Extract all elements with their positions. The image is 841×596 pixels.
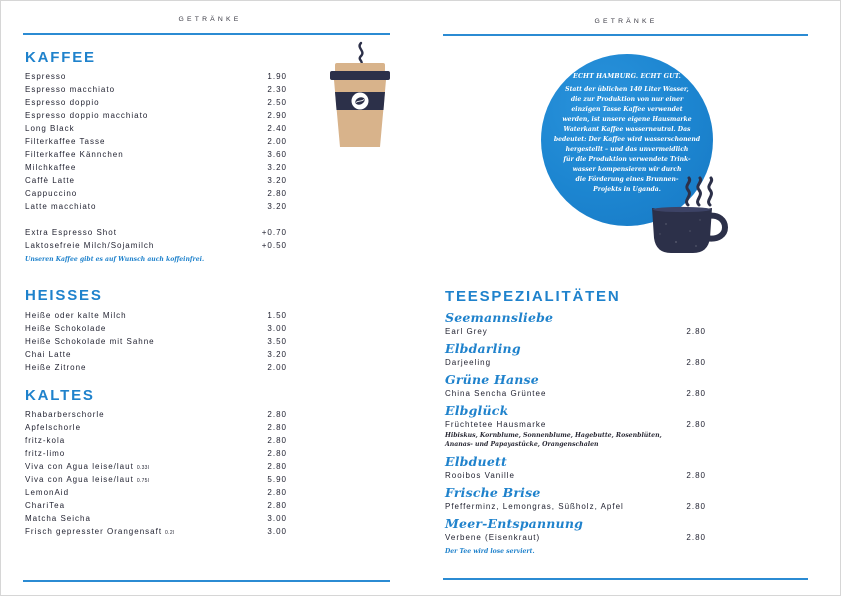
- item-name: Matcha Seicha: [25, 514, 91, 523]
- mug-opening: [653, 207, 711, 212]
- item-name: Rhabarberschorle: [25, 410, 105, 419]
- item-size: 0.33l: [136, 465, 150, 471]
- extra-price: +0.50: [261, 241, 287, 250]
- item-name: Chai Latte: [25, 350, 72, 359]
- heisses-list: [25, 309, 287, 374]
- info-line: hergestellt – und das unvermeidlich: [565, 146, 689, 153]
- item-price: 2.00: [267, 363, 287, 372]
- item-price: 3.20: [267, 163, 287, 172]
- info-line: bedeutet: Der Kaffee wird wasserschonend: [553, 136, 701, 143]
- tea-blend-name: Frische Brise: [445, 485, 541, 500]
- item-name: Espresso doppio macchiato: [25, 111, 149, 120]
- menu-item: [25, 148, 287, 161]
- tea-blend-name: Grüne Hanse: [445, 372, 539, 387]
- item-name: Apfelschorle: [25, 423, 82, 432]
- coffee-mug-icon: [648, 176, 734, 258]
- cup-lid-top: [335, 63, 385, 72]
- info-line: wasser kompensieren wir durch: [572, 166, 682, 173]
- tea-blend-name: Elbdarling: [445, 341, 521, 356]
- item-price: 2.00: [267, 137, 287, 146]
- item-name: Heiße Schokolade mit Sahne: [25, 337, 155, 346]
- item-price: 2.80: [686, 471, 706, 480]
- steam-line: [687, 178, 690, 205]
- info-line: werden, ist unsere eigene Hausmarke: [562, 116, 692, 123]
- kaffee-note: Unseren Kaffee gibt es auf Wunsch auch koffeinfrei.: [25, 256, 205, 263]
- item-price: 3.00: [267, 324, 287, 333]
- menu-item: [445, 500, 706, 513]
- item-price: 3.20: [267, 350, 287, 359]
- item-price: 1.90: [267, 72, 287, 81]
- item-name: Earl Grey: [445, 327, 488, 336]
- tea-entry: [445, 341, 706, 369]
- info-line: die Förderung eines Brunnen-: [575, 176, 679, 183]
- item-price: 5.90: [267, 475, 287, 484]
- info-line: Statt der üblichen 140 Liter Wasser,: [565, 86, 689, 93]
- tea-blend-name: Seemannsliebe: [445, 310, 554, 325]
- item-price: 2.90: [267, 111, 287, 120]
- item-name: fritz-kola: [25, 436, 66, 445]
- item-name: Filterkaffee Tasse: [25, 137, 106, 146]
- tea-ingredients: Ananas- und Papayastücke, Orangenschalen: [445, 441, 599, 448]
- menu-item: [25, 135, 287, 148]
- menu-item: [25, 187, 287, 200]
- extra-name: Laktosefreie Milch/Sojamilch: [25, 241, 155, 250]
- item-name: Früchtetee Hausmarke: [445, 420, 547, 429]
- item-price: 2.80: [686, 420, 706, 429]
- section-title-heisses: HEISSES: [25, 287, 103, 304]
- steam-line: [709, 178, 712, 205]
- menu-item: [25, 109, 287, 122]
- item-name: Pfefferminz, Lemongras, Süßholz, Apfel: [445, 502, 624, 511]
- right-page: [420, 0, 841, 596]
- menu-item: [445, 531, 706, 544]
- item-price: 2.80: [686, 389, 706, 398]
- top-divider-line: [23, 33, 390, 35]
- menu-item: [25, 525, 287, 538]
- info-line: für die Produktion verwendete Trink-: [563, 156, 691, 163]
- menu-item: [25, 348, 287, 361]
- page-header: GETRÄNKE: [594, 18, 658, 25]
- tea-entry: [445, 454, 706, 482]
- info-line: einzigen Tasse Kaffee verwendet: [571, 106, 683, 113]
- item-price: 3.00: [267, 514, 287, 523]
- kaltes-list: [25, 408, 287, 538]
- tee-note: Der Tee wird lose serviert.: [445, 548, 535, 555]
- menu-item: [25, 499, 287, 512]
- item-price: 2.80: [267, 436, 287, 445]
- menu-extra: [25, 239, 287, 252]
- item-price: 3.00: [267, 527, 287, 536]
- item-name: fritz-limo: [25, 449, 66, 458]
- info-line: Projekts in Uganda.: [593, 186, 661, 193]
- item-price: 2.80: [686, 358, 706, 367]
- item-price: 2.80: [267, 501, 287, 510]
- menu-item: [25, 335, 287, 348]
- item-price: 2.80: [267, 449, 287, 458]
- item-price: 2.80: [267, 423, 287, 432]
- bottom-divider-line: [443, 578, 808, 580]
- item-name: Caffè Latte: [25, 176, 75, 185]
- item-name: Darjeeling: [445, 358, 492, 367]
- section-title-kaltes: KALTES: [25, 387, 95, 404]
- item-name: Espresso doppio: [25, 98, 100, 107]
- menu-item: [25, 361, 287, 374]
- item-price: 2.50: [267, 98, 287, 107]
- takeaway-coffee-cup-icon: [328, 40, 392, 150]
- menu-item: [25, 486, 287, 499]
- item-price: 2.40: [267, 124, 287, 133]
- item-name: Rooibos Vanille: [445, 471, 515, 480]
- menu-item: [445, 469, 706, 482]
- item-name: Espresso: [25, 72, 67, 81]
- item-name: Heiße Zitrone: [25, 363, 87, 372]
- item-price: 2.80: [267, 410, 287, 419]
- tea-entry: [445, 372, 706, 400]
- item-name: Heiße oder kalte Milch: [25, 311, 127, 320]
- item-price: 2.80: [267, 189, 287, 198]
- item-price: 2.30: [267, 85, 287, 94]
- item-name: Verbene (Eisenkraut): [445, 533, 541, 542]
- menu-item: [445, 387, 706, 400]
- item-name: Heiße Schokolade: [25, 324, 107, 333]
- kaffee-extras-list: [25, 226, 287, 252]
- menu-item: [25, 122, 287, 135]
- tea-entry: [445, 403, 706, 449]
- tea-blend-name: Elbduett: [445, 454, 507, 469]
- menu-item: [445, 356, 706, 369]
- menu-item: [445, 325, 706, 338]
- tea-entry: [445, 310, 706, 338]
- menu-item: [25, 512, 287, 525]
- item-price: 1.50: [267, 311, 287, 320]
- menu-item: [25, 96, 287, 109]
- bottom-divider-line: [23, 580, 390, 582]
- kaffee-list: [25, 70, 287, 213]
- cup-body: [334, 80, 386, 147]
- item-name: ChariTea: [25, 501, 66, 510]
- item-name: Viva con Agua leise/laut: [25, 475, 134, 484]
- extra-name: Extra Espresso Shot: [25, 228, 117, 237]
- menu-item: [25, 309, 287, 322]
- info-headline: ECHT HAMBURG. ECHT GUT.: [573, 73, 681, 80]
- item-name: Latte macchiato: [25, 202, 97, 211]
- item-price: 2.80: [267, 488, 287, 497]
- menu-item: [25, 161, 287, 174]
- item-label: [25, 525, 174, 540]
- item-size: 0.2l: [165, 530, 175, 536]
- left-page: [0, 0, 420, 596]
- tea-entry: [445, 485, 706, 513]
- item-price: 2.80: [686, 502, 706, 511]
- cup-lid-rim: [330, 71, 390, 80]
- item-price: 2.80: [686, 327, 706, 336]
- item-price: 2.80: [267, 462, 287, 471]
- item-name: Viva con Agua leise/laut: [25, 462, 134, 471]
- extra-price: +0.70: [261, 228, 287, 237]
- menu-item: [25, 408, 287, 421]
- item-price: 2.80: [686, 533, 706, 542]
- item-name: Frisch gepresster Orangensaft: [25, 527, 163, 536]
- item-price: 3.20: [267, 202, 287, 211]
- item-name: Long Black: [25, 124, 75, 133]
- item-name: China Sencha Grüntee: [445, 389, 547, 398]
- mug-body: [652, 208, 712, 253]
- section-title-tee: TEESPEZIALITÄTEN: [445, 288, 621, 305]
- menu-item: [25, 83, 287, 96]
- info-line: die zur Produktion von nur einer: [570, 96, 684, 103]
- menu-item: [25, 460, 287, 473]
- top-divider-line: [443, 34, 808, 36]
- tea-blend-name: Elbglück: [445, 403, 509, 418]
- steam-line: [360, 43, 363, 64]
- menu-extra: [25, 226, 287, 239]
- menu-item: [25, 70, 287, 83]
- item-price: 3.50: [267, 337, 287, 346]
- tea-blend-name: Meer-Entspannung: [445, 516, 584, 531]
- menu-item: [25, 421, 287, 434]
- section-title-kaffee: KAFFEE: [25, 49, 96, 66]
- item-name: Cappuccino: [25, 189, 78, 198]
- menu-item: [25, 434, 287, 447]
- item-name: Milchkaffee: [25, 163, 77, 172]
- item-name: LemonAid: [25, 488, 70, 497]
- tea-entry: [445, 516, 706, 544]
- item-size: 0.75l: [136, 478, 150, 484]
- page-header: GETRÄNKE: [178, 16, 242, 23]
- item-name: Filterkaffee Kännchen: [25, 150, 124, 159]
- item-name: Espresso macchiato: [25, 85, 116, 94]
- menu-item: [25, 322, 287, 335]
- menu-item: [25, 200, 287, 213]
- tea-ingredients: Hibiskus, Kornblume, Sonnenblume, Hagebutte, Rosenblüten,: [445, 432, 662, 439]
- menu-item: [25, 447, 287, 460]
- steam-line: [698, 178, 701, 205]
- item-price: 3.60: [267, 150, 287, 159]
- info-line: Waterkant Kaffee wasserneutral. Das: [563, 126, 691, 133]
- menu-item: [445, 418, 706, 431]
- item-price: 3.20: [267, 176, 287, 185]
- menu-item: [25, 473, 287, 486]
- menu-item: [25, 174, 287, 187]
